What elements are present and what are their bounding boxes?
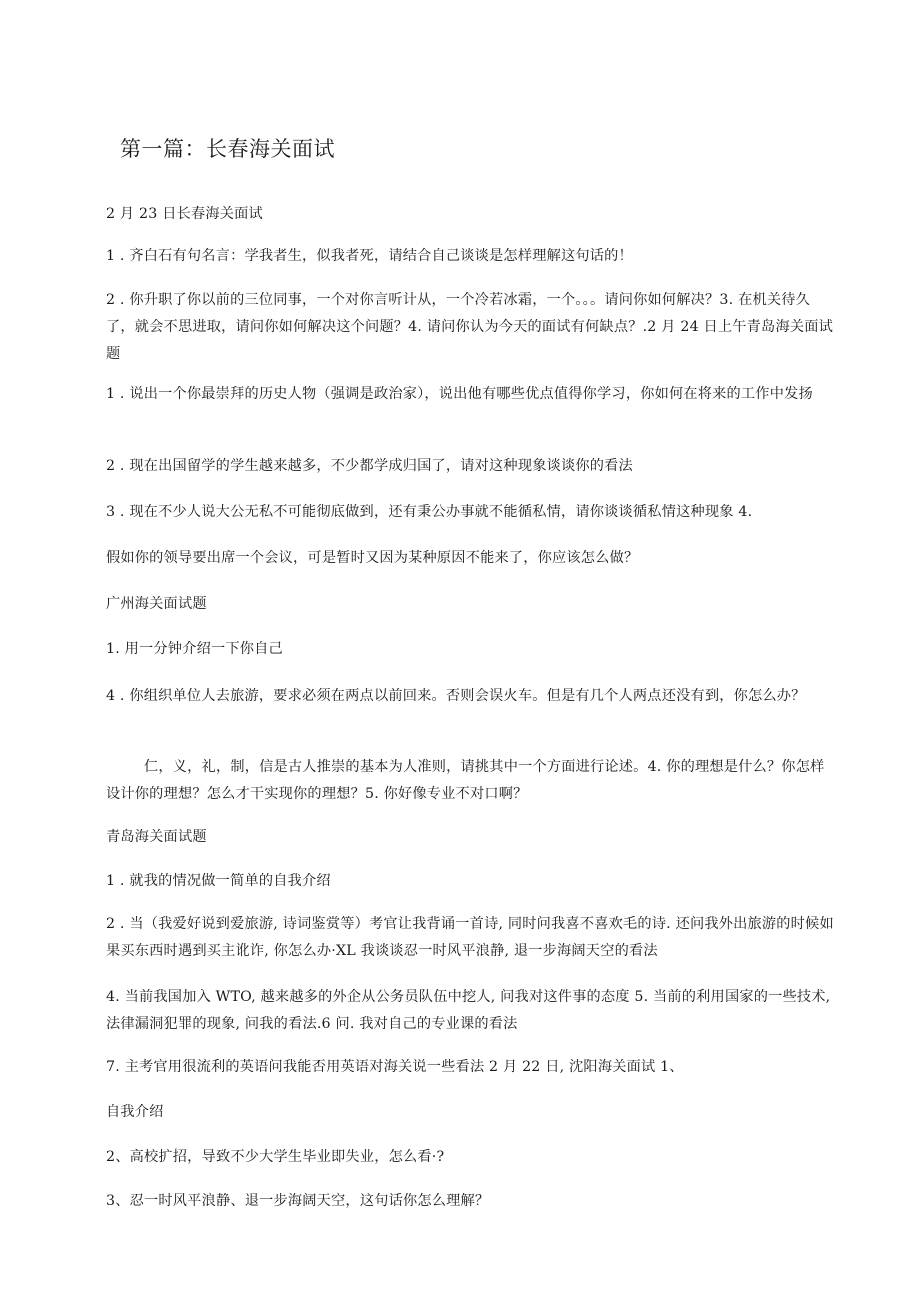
paragraph-question: 假如你的领导要出席一个会议，可是暂时又因为某种原因不能来了，你应该怎么做？: [106, 550, 639, 566]
paragraph-question: 2 . 现在出国留学的学生越来越多，不少都学成归国了，请对这种现象谈谈你的看法: [106, 458, 633, 474]
paragraph-question: 仁，义，礼，制，信是古人推崇的基本为人准则，请挑其中一个方面进行论述。4. 你的理想是什么？你怎样设计你的理想？怎么才干实现你的理想？5. 你好像专业不对口啊？: [106, 759, 825, 802]
paragraph-question: 1 . 说出一个你最崇拜的历史人物（强调是政治家），说出他有哪些优点值得你学习，你如何在将来的工作中发扬: [106, 386, 813, 402]
paragraph-question: 2 . 你升职了你以前的三位同事，一个对你言听计从，一个冷若冰霜，一个。。。请问你如何解决？3. 在机关待久了，就会不思进取，请问你如何解决这个问题？4. 请问你认为今天的面试有何缺点？.2 月 24 日上午青岛海关面试题: [106, 292, 833, 362]
document-title: 第一篇：长春海关面试: [120, 137, 335, 161]
paragraph-question: 1. 用一分钟介绍一下你自己: [106, 641, 283, 657]
section-heading-qingdao: 青岛海关面试题: [106, 829, 207, 845]
paragraph-date-changchun: 2 月 23 日长春海关面试: [106, 206, 263, 222]
paragraph-question: 自我介绍: [106, 1104, 164, 1120]
paragraph-question: 4 . 你组织单位人去旅游，要求必须在两点以前回来。否则会误火车。但是有几个人两点还没有到，你怎么办？: [106, 688, 806, 704]
paragraph-question: 1 . 齐白石有句名言：学我者生，似我者死，请结合自己谈谈是怎样理解这句话的！: [106, 248, 633, 264]
paragraph-question: 4. 当前我国加入 WTO, 越来越多的外企从公务员队伍中挖人, 问我对这件事的态度 5. 当前的利用国家的一些技术, 法律漏洞犯罪的现象, 问我的看法.6 问. 我对自己的专业课的看法: [106, 989, 831, 1032]
paragraph-question: 3 . 现在不少人说大公无私不可能彻底做到，还有秉公办事就不能循私情，请你谈谈循私情这种现象 4.: [106, 504, 753, 520]
paragraph-question: 7. 主考官用很流利的英语问我能否用英语对海关说一些看法 2 月 22 日, 沈阳海关面试 1、: [106, 1059, 684, 1075]
paragraph-question: 1 . 就我的情况做一简单的自我介绍: [106, 873, 331, 889]
paragraph-question: 2 . 当（我爱好说到爱旅游, 诗词鉴赏等）考官让我背诵一首诗, 同时问我喜不喜欢毛的诗. 还问我外出旅游的时候如果买东西时遇到买主讹诈, 你怎么办·XL 我谈谈忍一时风平浪静, 退一步海阔天空的看法: [106, 916, 834, 959]
paragraph-question: 2、高校扩招，导致不少大学生毕业即失业，怎么看·?: [106, 1149, 445, 1165]
paragraph-question: 3、忍一时风平浪静、退一步海阔天空，这句话你怎么理解？: [106, 1193, 490, 1209]
section-heading-guangzhou: 广州海关面试题: [106, 596, 207, 612]
